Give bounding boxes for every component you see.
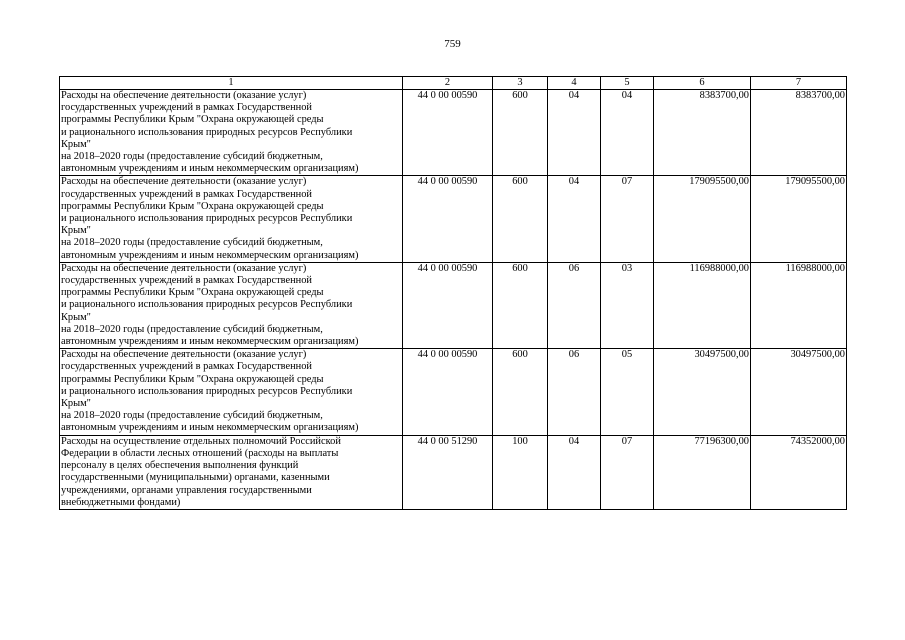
column-header: 6 (654, 77, 751, 90)
column-header: 2 (403, 77, 493, 90)
column-header: 4 (548, 77, 601, 90)
row-amount-1: 8383700,00 (654, 90, 751, 176)
row-subsection: 04 (601, 90, 654, 176)
row-subsection: 05 (601, 349, 654, 435)
column-header: 5 (601, 77, 654, 90)
row-amount-1: 77196300,00 (654, 435, 751, 509)
row-amount-1: 179095500,00 (654, 176, 751, 262)
row-target-code: 44 0 00 00590 (403, 262, 493, 348)
row-description: Расходы на обеспечение деятельности (оказание услуг) государственных учреждений в рамках Государственной программы Республики Крым "Охрана окружающей среды и рационального использования природных ресурсов Республики Крым" на 2018–2020 годы (предоставление субсидий бюджетным, автономным учреждениям и иным некоммерческим организациям) (60, 90, 403, 176)
column-header: 7 (751, 77, 847, 90)
row-section: 04 (548, 90, 601, 176)
row-subsection: 07 (601, 176, 654, 262)
row-section: 06 (548, 262, 601, 348)
row-expense-type: 100 (493, 435, 548, 509)
column-header: 1 (60, 77, 403, 90)
row-amount-2: 74352000,00 (751, 435, 847, 509)
row-description: Расходы на осуществление отдельных полномочий Российской Федерации в области лесных отношений (расходы на выплаты персоналу в целях обеспечения выполнения функций государственными (муниципальными) органами, казенными учреждениями, органами управления государственными внебюджетными фондами) (60, 435, 403, 509)
row-subsection: 07 (601, 435, 654, 509)
row-target-code: 44 0 00 00590 (403, 349, 493, 435)
row-expense-type: 600 (493, 176, 548, 262)
table-row (60, 349, 847, 435)
column-header: 3 (493, 77, 548, 90)
row-description: Расходы на обеспечение деятельности (оказание услуг) государственных учреждений в рамках Государственной программы Республики Крым "Охрана окружающей среды и рационального использования природных ресурсов Республики Крым" на 2018–2020 годы (предоставление субсидий бюджетным, автономным учреждениям и иным некоммерческим организациям) (60, 176, 403, 262)
row-description: Расходы на обеспечение деятельности (оказание услуг) государственных учреждений в рамках Государственной программы Республики Крым "Охрана окружающей среды и рационального использования природных ресурсов Республики Крым" на 2018–2020 годы (предоставление субсидий бюджетным, автономным учреждениям и иным некоммерческим организациям) (60, 349, 403, 435)
row-target-code: 44 0 00 51290 (403, 435, 493, 509)
row-amount-2: 8383700,00 (751, 90, 847, 176)
table-row (60, 262, 847, 348)
row-amount-1: 116988000,00 (654, 262, 751, 348)
row-expense-type: 600 (493, 349, 548, 435)
row-amount-1: 30497500,00 (654, 349, 751, 435)
table-row (60, 176, 847, 262)
row-description: Расходы на обеспечение деятельности (оказание услуг) государственных учреждений в рамках Государственной программы Республики Крым "Охрана окружающей среды и рационального использования природных ресурсов Республики Крым" на 2018–2020 годы (предоставление субсидий бюджетным, автономным учреждениям и иным некоммерческим организациям) (60, 262, 403, 348)
row-amount-2: 179095500,00 (751, 176, 847, 262)
row-expense-type: 600 (493, 90, 548, 176)
row-section: 04 (548, 176, 601, 262)
row-section: 06 (548, 349, 601, 435)
row-amount-2: 116988000,00 (751, 262, 847, 348)
row-expense-type: 600 (493, 262, 548, 348)
page-number: 759 (444, 38, 461, 50)
row-target-code: 44 0 00 00590 (403, 176, 493, 262)
budget-table (59, 76, 847, 510)
table-row (60, 90, 847, 176)
row-target-code: 44 0 00 00590 (403, 90, 493, 176)
header-row (60, 77, 847, 90)
row-subsection: 03 (601, 262, 654, 348)
row-section: 04 (548, 435, 601, 509)
row-amount-2: 30497500,00 (751, 349, 847, 435)
table-row (60, 435, 847, 509)
